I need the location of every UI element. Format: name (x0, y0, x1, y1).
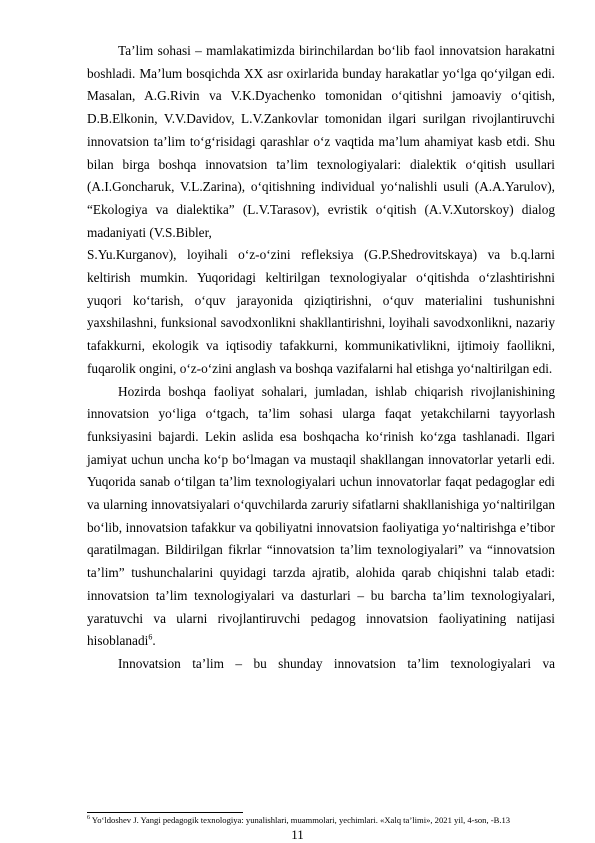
footnote (87, 815, 555, 825)
paragraph-3-text: Hozirda boshqa faoliyat sohalari, jumladan, ishlab chiqarish rivojlanishining innovatsion yo‘liga o‘tgach, ta’lim sohasi ularga faqat yetakchilarni tayyorlash funksiyasini bajardi. Lekin aslida esa boshqacha ko‘rinish ko‘zga tashlanadi. Ilgari jamiyat uchun uncha ko‘p bo‘lmagan va mustaqil shakllangan innovatorlar yetarli edi. Yuqorida sanab o‘tilgan ta’lim texnologiyalari uchun innovatorlar faqat pedagoglar edi va ularning innovatsiyalari o‘quvchilarda zaruriy sifatlarni shakllanishiga yo‘naltirilgan bo‘lib, innovatsion tafakkur va qobiliyatni innovatsion faoliyatiga yo‘naltirishga e’tibor qaratilmagan. Bildirilgan fikrlar “innovatsion ta’lim texnologiyalari” va “innovatsion ta’lim” tushunchalarini quyidagi tarzda ajratib, alohida qarab chiqishni talab etadi: innovatsion ta’lim texnologiyalari va dasturlari – bu barcha ta’lim texnologiyalari, yaratuvchi va ularni rivojlantiruvchi pedagog innovatsion faoliyatining natijasi hisoblanadi (87, 383, 555, 649)
footnote-separator (87, 812, 243, 813)
paragraph-3-end: . (152, 633, 156, 649)
footnote-reference[interactable]: 6 (148, 632, 153, 642)
footnote-text: Yo‘ldoshev J. Yangi pedagogik texnologiya: yunalishlari, muammolari, yechimlari. «Xalq ta’limi», 2021 yil, 4-son, -B.13 (91, 815, 511, 825)
paragraph-2: S.Yu.Kurganov), loyihali o‘z-o‘zini refleksiya (G.P.Shedrovitskaya) va b.q.larni keltirish mumkin. Yuqoridagi keltirilgan texnologiyalar o‘qitishda o‘zlashtirishni yuqori ko‘tarish, o‘quv jarayonida qiziqtirishni, o‘quv materialini tushunishni yaxshilashni, funksional savodxonlikni shakllantirishni, loyihali savodxonlikni, nazariy tafakkurni, ekologik va iqtisodiy tafakkurni, kommunikativlikni, ijtimoiy faollikni, fuqarolik ongini, o‘z-o‘zini anglash va boshqa vazifalarni hal etishga yo‘naltirilgan edi. (87, 247, 555, 376)
page-number: 11 (291, 827, 304, 842)
paragraph-3 (87, 381, 555, 653)
footnote-marker: 6 (87, 815, 90, 822)
body-text (87, 40, 555, 676)
paragraph-1: Ta’lim sohasi – mamlakatimizda birinchilardan bo‘lib faol innovatsion harakatni boshladi. Ma’lum bosqichda XX asr oxirlarida bunday harakatlar yo‘lga qo‘yilgan edi. Masalan, A.G.Rivin va V.K.Dyachenko tomonidan o‘qitishni jamoaviy o‘qitish, D.B.Elkonin, V.V.Davidov, L.V.Zankovlar tomonidan ilgari surilgan rivojlantiruvchi innovatsion ta’lim to‘g‘risidagi qarashlar o‘z vaqtida ma’lum ahamiyat kasb etdi. Shu bilan birga boshqa innovatsion ta’lim texnologiyalari: dialektik o‘qitish usullari (A.I.Goncharuk, V.L.Zarina), o‘qitishning individual yo‘nalishli usuli (A.A.Yarulov), “Ekologiya va dialektika” (L.V.Tarasov), evristik o‘qitish (A.V.Xutorskoy) dialog madaniyati (V.S.Bibler, (87, 43, 555, 240)
paragraph-4: Innovatsion ta’lim – bu shunday innovatsion ta’lim texnologiyalari va (118, 655, 555, 671)
